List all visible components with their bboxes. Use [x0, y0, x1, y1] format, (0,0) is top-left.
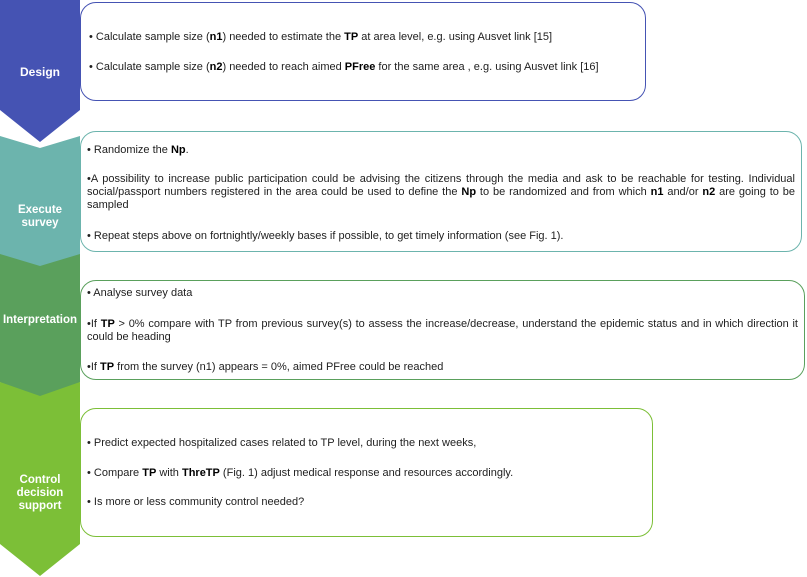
bold-term: ThreTP: [181, 467, 220, 479]
control-decision-support-label: Control decision support: [16, 474, 64, 512]
control-item-2: • Compare TP with ThreTP (Fig. 1) adjust medical response and resources accordingly.: [87, 467, 514, 479]
design-box: [80, 2, 646, 101]
execute-survey-box: [80, 131, 802, 252]
bold-term: Np: [170, 144, 186, 156]
bold-term: n1: [650, 186, 664, 198]
bold-term: Np: [461, 186, 477, 198]
execute-item-1: • Randomize the Np.: [87, 144, 189, 156]
execute-survey-label: Execute survey: [17, 204, 63, 229]
design-chevron: [0, 0, 80, 142]
interpretation-item-3: •If TP from the survey (n1) appears = 0%, aimed PFree could be reached: [87, 361, 444, 373]
execute-item-2: •A possibility to increase public participation could be advising the citizens through the media and ask to be reachable for testing. Individual social/passport numbers registered in the area could be used to define the Np to be randomized and from which n1 and/or n2 are going to be sampled: [87, 173, 796, 211]
interpretation-item-1: • Analyse survey data: [87, 287, 193, 299]
control-decision-support-box: [80, 408, 653, 537]
bold-term: PFree: [344, 61, 376, 73]
control-item-1: • Predict expected hospitalized cases related to TP level, during the next weeks,: [87, 437, 477, 449]
control-decision-support-chevron: [0, 382, 80, 577]
execute-item-3: • Repeat steps above on fortnightly/weekly bases if possible, to get timely information (see Fig. 1).: [87, 230, 564, 242]
design-item-2: • Calculate sample size (n2) needed to reach aimed PFree for the same area , e.g. using Ausvet link [16]: [89, 61, 599, 73]
bold-term: TP: [100, 361, 115, 373]
interpretation-box: [80, 280, 805, 380]
bold-term: n2: [702, 186, 716, 198]
bold-term: n2: [209, 61, 223, 73]
interpretation-item-2: •If TP > 0% compare with TP from previous survey(s) to assess the increase/decrease, understand the epidemic status and in which direction it could be heading: [87, 318, 798, 343]
bold-term: TP: [344, 31, 359, 43]
interpretation-label: Interpretation: [2, 314, 78, 326]
bold-term: n1: [209, 31, 223, 43]
control-item-3: • Is more or less community control needed?: [87, 496, 305, 508]
bold-term: TP: [100, 318, 115, 330]
design-item-1: • Calculate sample size (n1) needed to estimate the TP at area level, e.g. using Ausvet link [15]: [89, 31, 553, 43]
bold-term: TP: [142, 467, 157, 479]
design-label: Design: [19, 65, 60, 79]
